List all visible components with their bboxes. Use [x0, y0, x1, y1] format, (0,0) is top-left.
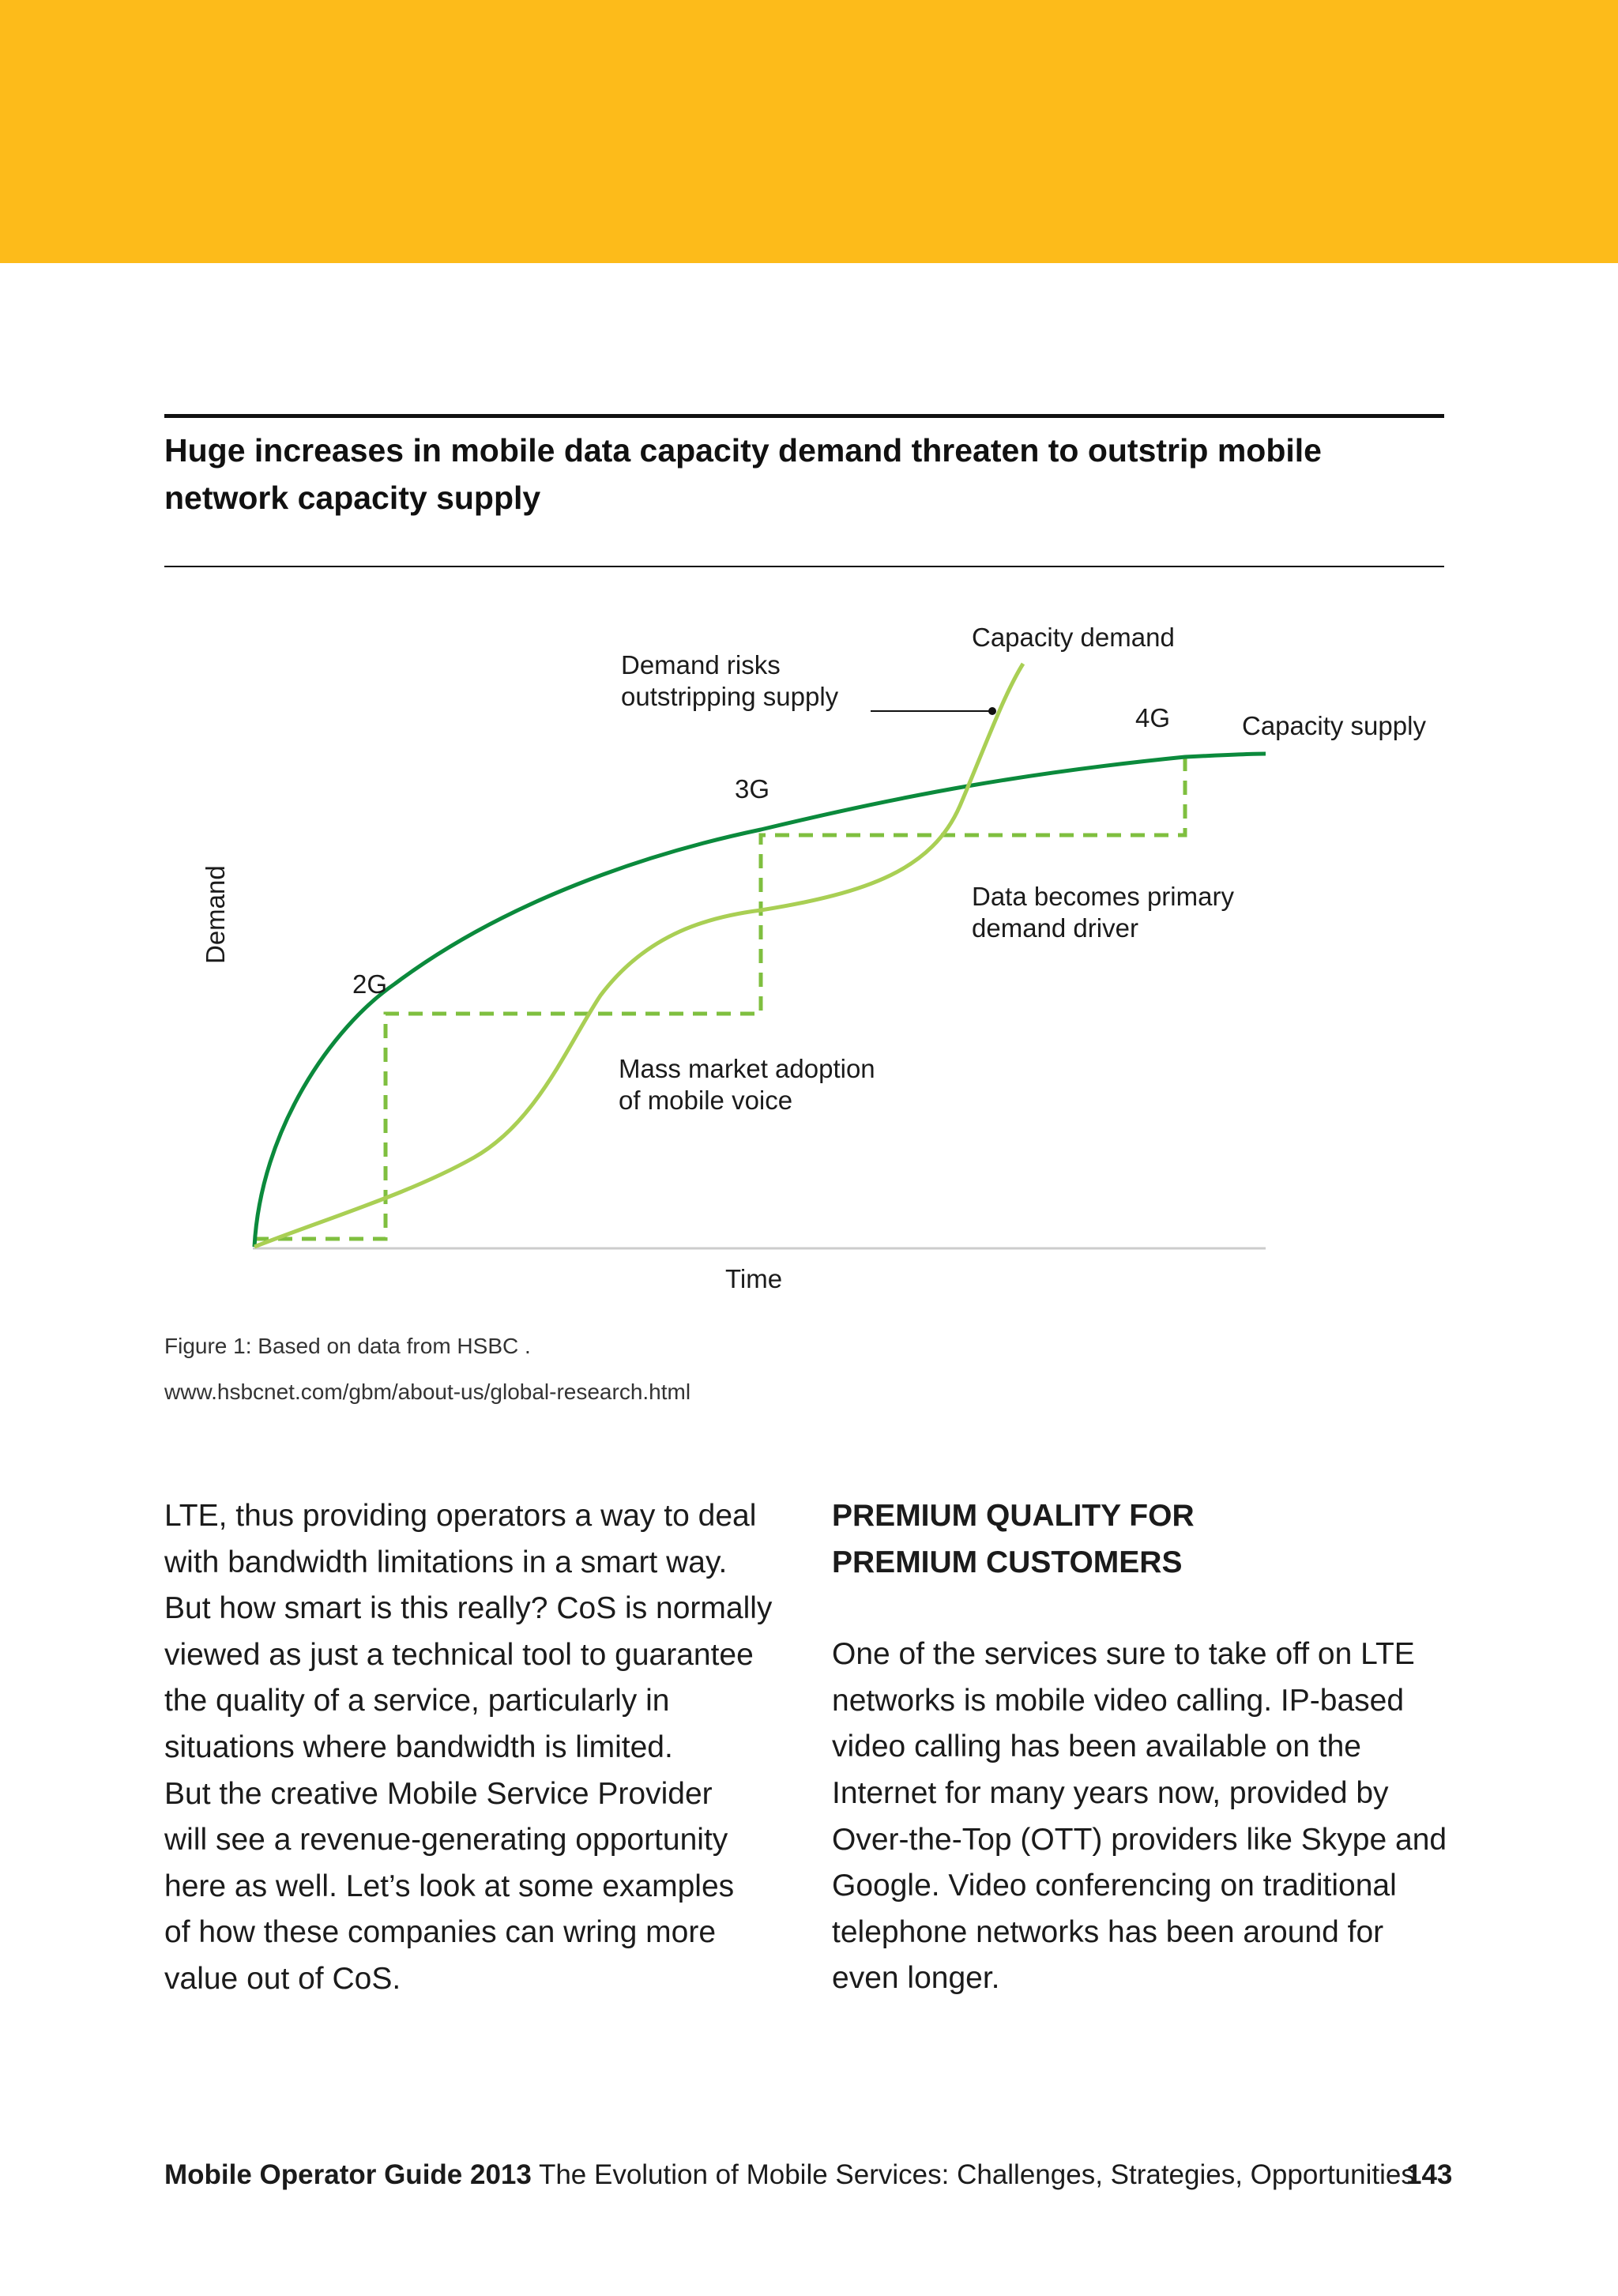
- left-column: [164, 1493, 796, 2003]
- data-primary-label-1: Data becomes primary: [972, 882, 1234, 911]
- section-heading-line-2: PREMIUM CUSTOMERS: [832, 1545, 1183, 1579]
- body-line: But the creative Mobile Service Provider: [164, 1776, 713, 1811]
- figure-title-rule: [164, 566, 1444, 567]
- step-label-3g: 3G: [735, 774, 770, 804]
- body-line: the quality of a service, particularly in: [164, 1684, 670, 1718]
- mass-market-label-2: of mobile voice: [619, 1086, 793, 1115]
- figure-source-url[interactable]: www.hsbcnet.com/gbm/about-us/global-research.html: [164, 1379, 691, 1404]
- mass-market-label-1: Mass market adoption: [619, 1054, 875, 1083]
- demand-risks-label-2: outstripping supply: [621, 682, 839, 711]
- body-line: telephone networks has been around for: [832, 1914, 1384, 1949]
- body-line: One of the services sure to take off on LTE: [832, 1637, 1415, 1672]
- body-line: Over-the-Top (OTT) providers like Skype and: [832, 1822, 1447, 1857]
- page-footer: [164, 2159, 1415, 2191]
- body-line: viewed as just a technical tool to guarantee: [164, 1637, 754, 1672]
- demand-risks-label-1: Demand risks: [621, 650, 781, 679]
- figure-caption: Figure 1: Based on data from HSBC .: [164, 1334, 531, 1358]
- generation-steps: [254, 755, 1185, 1239]
- body-line: of how these companies can wring more: [164, 1915, 717, 1950]
- right-column: [832, 1493, 1464, 2002]
- capacity-demand-label: Capacity demand: [972, 623, 1175, 652]
- body-line: video calling has been available on the: [832, 1730, 1361, 1764]
- capacity-chart: [0, 600, 1618, 1312]
- capacity-supply-label: Capacity supply: [1242, 711, 1426, 740]
- step-label-4g: 4G: [1135, 703, 1171, 732]
- footer-guide-title: Mobile Operator Guide 2013: [164, 2159, 532, 2190]
- body-line: LTE, thus providing operators a way to deal: [164, 1499, 757, 1533]
- body-line: with bandwidth limitations in a smart way.: [164, 1545, 728, 1579]
- header-band: [0, 0, 1618, 263]
- y-axis-label: Demand: [201, 865, 230, 964]
- body-line: will see a revenue-generating opportunity: [164, 1823, 728, 1858]
- figure-title: Huge increases in mobile data capacity demand threaten to outstrip mobile network capacity supply: [164, 432, 1322, 516]
- step-label-2g: 2G: [352, 969, 388, 999]
- body-line: value out of CoS.: [164, 1961, 401, 1996]
- body-line: But how smart is this really? CoS is normally: [164, 1591, 773, 1626]
- data-primary-label-2: demand driver: [972, 913, 1138, 943]
- body-line: Internet for many years now, provided by: [832, 1775, 1389, 1810]
- body-line: even longer.: [832, 1961, 1000, 1996]
- annotation-dot: [988, 707, 996, 715]
- page-number: 143: [1406, 2159, 1453, 2190]
- footer-subtitle: The Evolution of Mobile Services: Challenges, Strategies, Opportunities: [538, 2159, 1415, 2190]
- body-line: networks is mobile video calling. IP-based: [832, 1683, 1405, 1718]
- figure-top-rule: [164, 414, 1444, 418]
- body-line: situations where bandwidth is limited.: [164, 1730, 673, 1764]
- capacity-demand-line: [254, 664, 1023, 1247]
- body-line: here as well. Let’s look at some examples: [164, 1869, 735, 1903]
- section-heading-line-1: PREMIUM QUALITY FOR: [832, 1499, 1195, 1533]
- heading-spacer: [832, 1586, 1464, 1632]
- body-line: Google. Video conferencing on traditional: [832, 1869, 1397, 1903]
- x-axis-label: Time: [725, 1264, 783, 1293]
